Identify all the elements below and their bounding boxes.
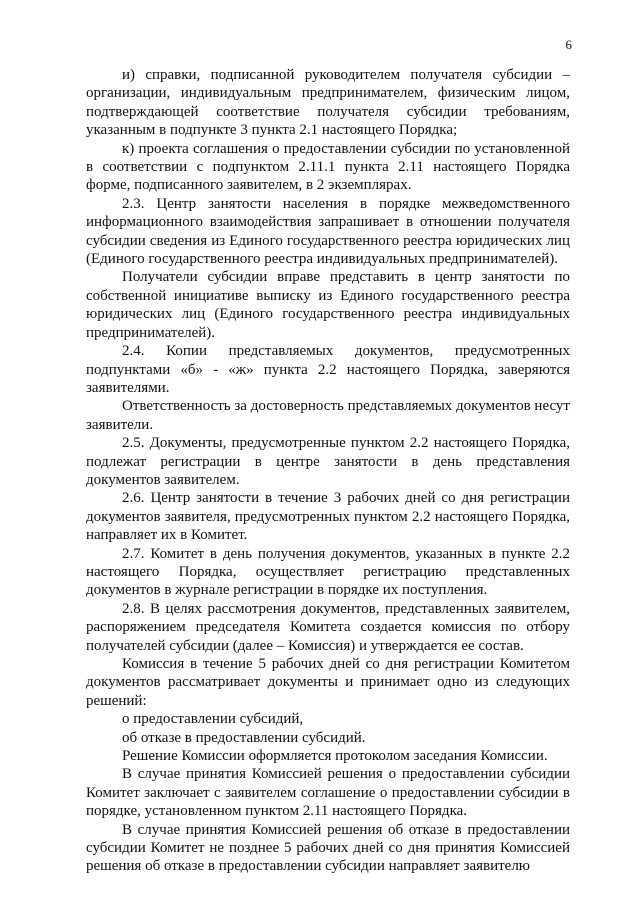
paragraph-responsibility: Ответственность за достоверность представляемых документов несут заявители. [86,398,570,433]
paragraph-commission-review: Комиссия в течение 5 рабочих дней со дня регистрации Комитетом документов рассматривает документы и принимает одно из следующих решений: [86,656,570,709]
paragraph-2-7: 2.7. Комитет в день получения документов, указанных в пункте 2.2 настоящего Порядка, осуществляет регистрацию представленных документов в журнале регистрации в порядке их поступления. [86,545,570,599]
paragraph-recipients-right: Получатели субсидии вправе представить в центр занятости по собственной инициативе выписку из Единого государственного реестра юридических лиц (Единого государственного реестра индивидуальных предпринимателей). [86,269,570,341]
paragraph-2-5: 2.5. Документы, предусмотренные пунктом 2.2 настоящего Порядка, подлежат регистрации в центре занятости в день представления документов заявителем. [86,435,570,488]
paragraph-2-8: 2.8. В целях рассмотрения документов, представленных заявителем, распоряжением председателя Комитета создается комиссия по отбору получателей субсидии (далее – Комиссия) и утверждается ее состав. [86,600,570,654]
list-item-grant: о предоставлении субсидий, [122,711,304,728]
paragraph-item-k: к) проекта соглашения о предоставлении субсидии по установленной в соответствии с подпунктом 2.11.1 пункта 2.11 настоящего Порядка форме, подписанного заявителем, в 2 экземплярах. [86,140,570,194]
paragraph-agreement: В случае принятия Комиссией решения о предоставлении субсидии Комитет заключает с заявителем соглашение о предоставлении субсидии в порядке, установленном пунктом 2.11 настоящего Порядка. [86,766,570,820]
page-number: 6 [565,37,572,52]
paragraph-2-3: 2.3. Центр занятости населения в порядке межведомственного информационного взаимодействия запрашивает в отношении получателя субсидии сведения из Единого государственного реестра юридических лиц (Единого государственного реестра индивидуальных предпринимателей). [86,195,570,268]
paragraph-refusal-notice: В случае принятия Комиссией решения об отказе в предоставлении субсидии Комитет не позднее 5 рабочих дней со дня принятия Комиссией решения об отказе в предоставлении субсидии направляет заявителю [86,821,570,875]
paragraph-2-6: 2.6. Центр занятости в течение 3 рабочих дней со дня регистрации документов заявителя, предусмотренных пунктом 2.2 настоящего Порядка, направляет их в Комитет. [86,490,570,544]
paragraph-protocol: Решение Комиссии оформляется протоколом заседания Комиссии. [122,748,548,765]
paragraph-item-i: и) справки, подписанной руководителем получателя субсидии – организации, индивидуальным предпринимателем, физическим лицом, подтверждающей соответствие получателя субсидии требованиям, указанным в подпункте 3 пункта 2.1 настоящего Порядка; [86,67,570,139]
list-item-refusal: об отказе в предоставлении субсидий. [122,729,366,746]
paragraph-2-4: 2.4. Копии представляемых документов, предусмотренных подпунктами «б» - «ж» пункта 2.2 настоящего Порядка, заверяются заявителями. [86,343,570,396]
document-body [86,66,570,876]
